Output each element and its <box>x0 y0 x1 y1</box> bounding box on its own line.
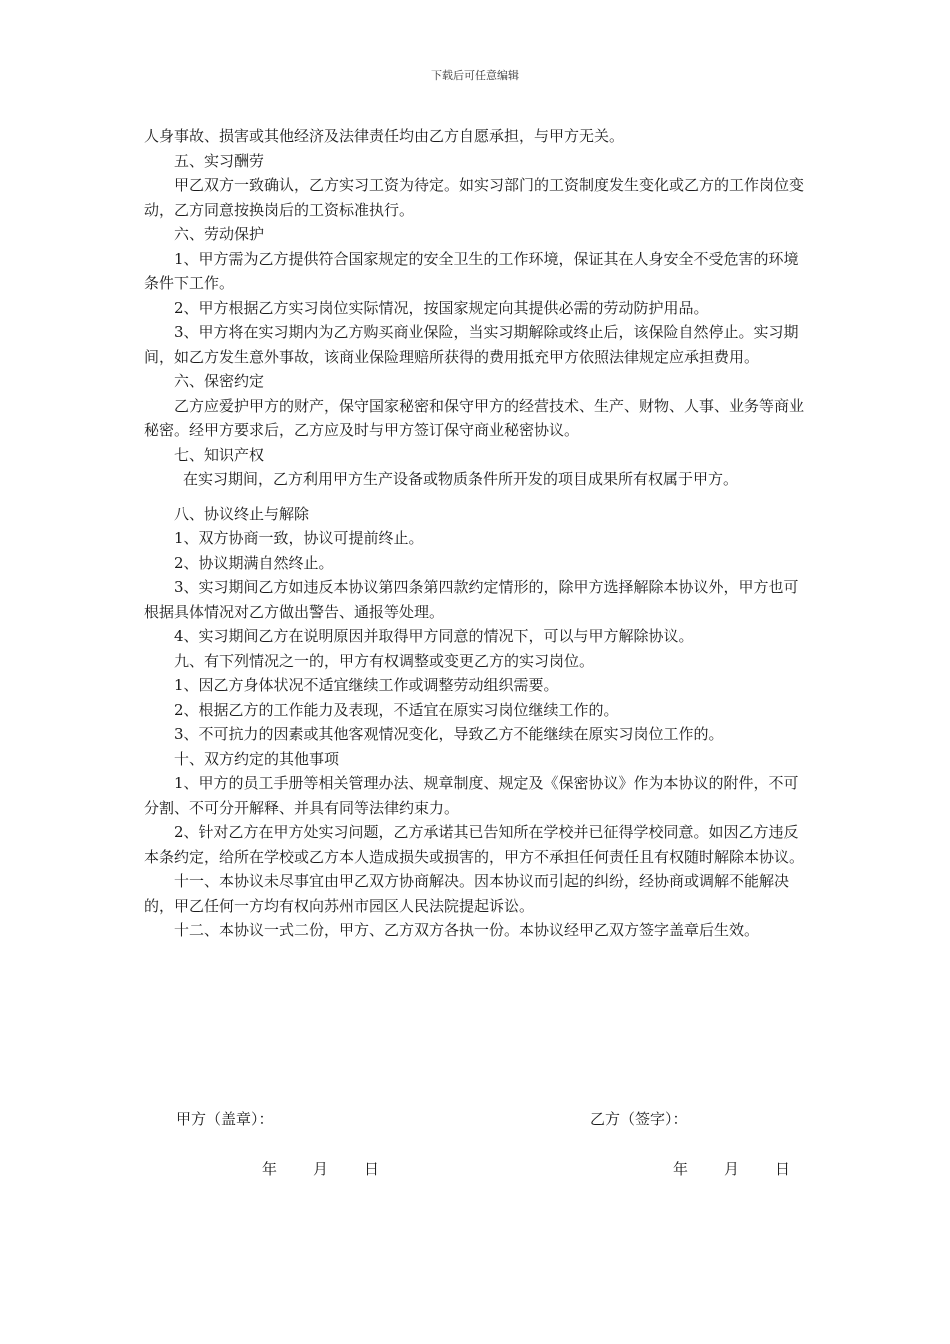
paragraph: 在实习期间，乙方利用甲方生产设备或物质条件所开发的项目成果所有权属于甲方。 <box>183 470 739 488</box>
paragraph: 十二、本协议一式二份，甲方、乙方双方各执一份。本协议经甲乙双方签字盖章后生效。 <box>174 921 760 939</box>
paragraph: 2、协议期满自然终止。 <box>174 553 334 572</box>
paragraph: 人身事故、损害或其他经济及法律责任均由乙方自愿承担，与甲方无关。 <box>144 127 625 145</box>
document-body <box>144 124 809 943</box>
paragraph: 六、保密约定 <box>174 372 265 390</box>
paragraph: 3、不可抗力的因素或其他客观情况变化，导致乙方不能继续在原实习岗位工作的。 <box>174 725 724 743</box>
party-a-year-label: 年 <box>262 1160 278 1178</box>
paragraph: 1、甲方需为乙方提供符合国家规定的安全卫生的工作环境，保证其在人身安全不受危害的环境条件下工作。 <box>144 249 799 292</box>
party-b-year-label: 年 <box>673 1160 689 1178</box>
paragraph: 甲乙双方一致确认，乙方实习工资为待定。如实习部门的工资制度发生变化或乙方的工作岗位变动，乙方同意按换岗后的工资标准执行。 <box>144 176 805 219</box>
paragraph: 1、因乙方身体状况不适宜继续工作或调整劳动组织需要。 <box>174 676 559 694</box>
paragraph: 2、针对乙方在甲方处实习问题，乙方承诺其已告知所在学校并已征得学校同意。如因乙方违反本条约定，给所在学校或乙方本人造成损失或损害的，甲方不承担任何责任且有权随时解除本协议。 <box>144 823 805 866</box>
paragraph: 3、甲方将在实习期内为乙方购买商业保险，当实习期解除或终止后，该保险自然停止。实习期间，如乙方发生意外事故，该商业保险理赔所获得的费用抵充甲方依照法律规定应承担费用。 <box>144 323 799 366</box>
paragraph: 五、实习酬劳 <box>174 151 265 170</box>
paragraph: 2、甲方根据乙方实习岗位实际情况，按国家规定向其提供必需的劳动防护用品。 <box>174 298 709 317</box>
paragraph: 七、知识产权 <box>174 445 265 464</box>
paragraph: 乙方应爱护甲方的财产，保守国家秘密和保守甲方的经营技术、生产、财物、人事、业务等商业秘密。经甲方要求后，乙方应及时与甲方签订保守商业秘密协议。 <box>144 396 805 439</box>
party-a-month-label: 月 <box>313 1160 329 1178</box>
paragraph: 2、根据乙方的工作能力及表现，不适宜在原实习岗位继续工作的。 <box>174 700 619 719</box>
party-b-signature-label: 乙方（签字）： <box>590 1110 688 1128</box>
party-b-day-label: 日 <box>775 1160 791 1178</box>
paragraph: 4、实习期间乙方在说明原因并取得甲方同意的情况下，可以与甲方解除协议。 <box>174 627 694 645</box>
page-header-note: 下载后可任意编辑 <box>431 69 519 82</box>
paragraph: 1、双方协商一致，协议可提前终止。 <box>174 529 424 547</box>
party-a-day-label: 日 <box>364 1160 380 1178</box>
paragraph: 九、有下列情况之一的，甲方有权调整或变更乙方的实习岗位。 <box>174 651 595 670</box>
party-a-signature-label: 甲方（盖章）： <box>176 1110 274 1128</box>
paragraph: 十、双方约定的其他事项 <box>174 749 340 768</box>
paragraph: 六、劳动保护 <box>174 225 265 243</box>
paragraph: 1、甲方的员工手册等相关管理办法、规章制度、规定及《保密协议》作为本协议的附件，不可分割、不可分开解释、并具有同等法律约束力。 <box>144 774 799 817</box>
paragraph: 3、实习期间乙方如违反本协议第四条第四款约定情形的，除甲方选择解除本协议外，甲方也可根据具体情况对乙方做出警告、通报等处理。 <box>144 578 799 621</box>
party-b-month-label: 月 <box>724 1160 740 1178</box>
paragraph: 八、协议终止与解除 <box>174 504 310 523</box>
paragraph: 十一、本协议未尽事宜由甲乙双方协商解决。因本协议而引起的纠纷，经协商或调解不能解决的，甲乙任何一方均有权向苏州市园区人民法院提起诉讼。 <box>144 872 790 915</box>
